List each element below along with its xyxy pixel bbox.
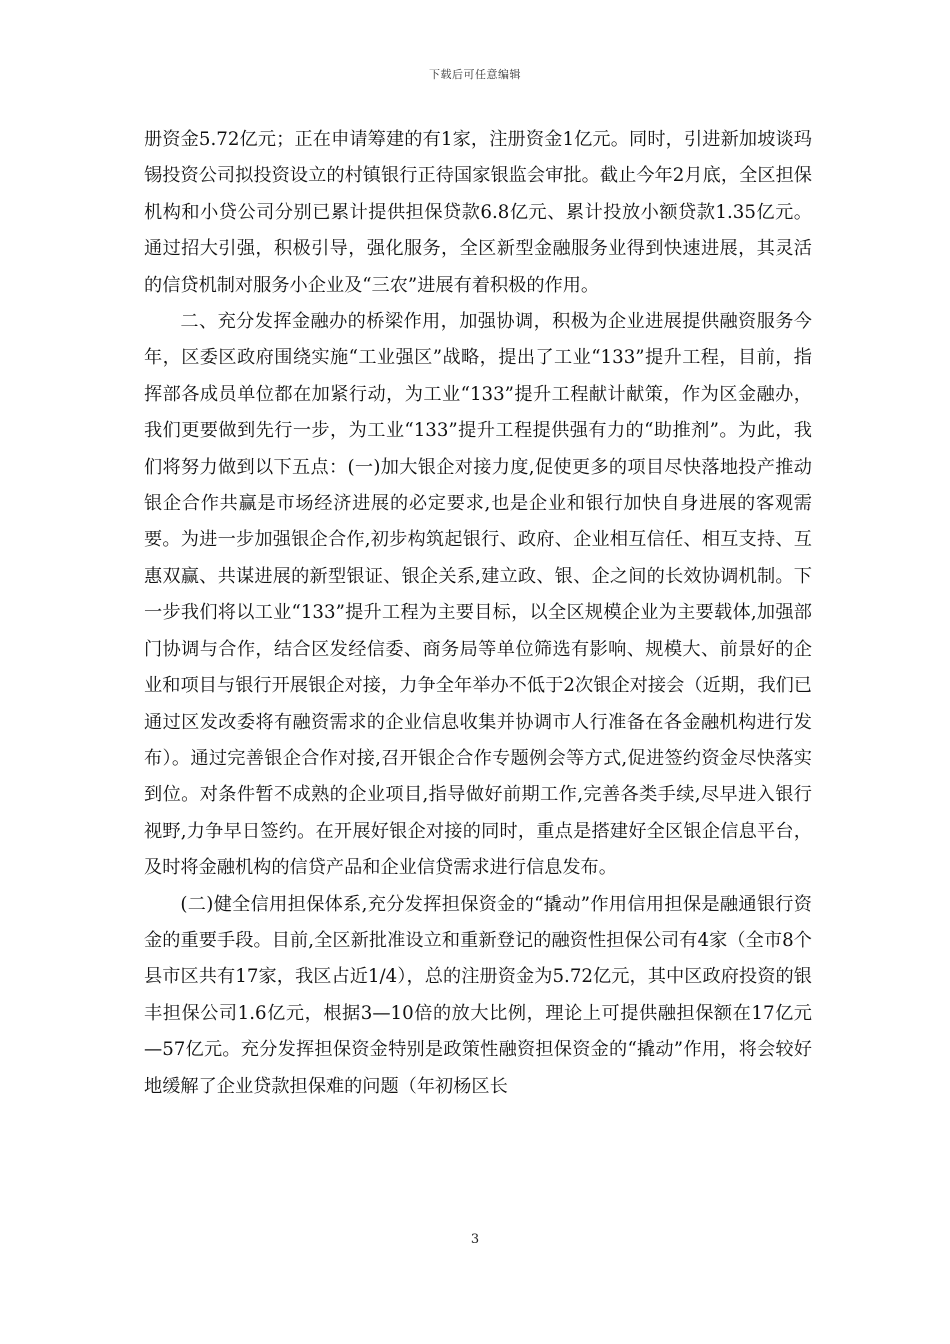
paragraph-2: 二、充分发挥金融办的桥梁作用，加强协调，积极为企业进展提供融资服务今年，区委区政府围绕实施“工业强区”战略，提出了工业“133”提升工程，目前，指挥部各成员单位都在加紧行动，为工业“133”提升工程献计献策，作为区金融办，我们更要做到先行一步，为工业“133”提升工程提供强有力的“助推剂”。为此，我们将努力做到以下五点：(一)加大银企对接力度,促使更多的项目尽快落地投产推动银企合作共赢是市场经济进展的必定要求,也是企业和银行加快自身进展的客观需要。为进一步加强银企合作,初步构筑起银行、政府、企业相互信任、相互支持、互惠双赢、共谋进展的新型银证、银企关系,建立政、银、企之间的长效协调机制。下一步我们将以工业“133”提升工程为主要目标，以全区规模企业为主要载体,加强部门协调与合作，结合区发经信委、商务局等单位筛选有影响、规模大、前景好的企业和项目与银行开展银企对接，力争全年举办不低于2次银企对接会（近期，我们已通过区发改委将有融资需求的企业信息收集并协调市人行准备在各金融机构进行发布）。通过完善银企合作对接,召开银企合作专题例会等方式,促进签约资金尽快落实到位。对条件暂不成熟的企业项目,指导做好前期工作,完善各类手续,尽早进入银行视野,力争早日签约。在开展好银企对接的同时，重点是搭建好全区银企信息平台，及时将金融机构的信贷产品和企业信贷需求进行信息发布。	[144, 311, 812, 879]
page-header: 下载后可任意编辑	[429, 68, 521, 81]
page-number: 3	[470, 1232, 480, 1247]
document-body	[144, 122, 812, 1105]
paragraph-1: 册资金5.72亿元；正在申请筹建的有1家，注册资金1亿元。同时，引进新加坡谈玛锡投资公司拟投资设立的村镇银行正待国家银监会审批。截止今年2月底，全区担保机构和小贷公司分别已累计提供担保贷款6.8亿元、累计投放小额贷款1.35亿元。通过招大引强，积极引导，强化服务，全区新型金融服务业得到快速进展，其灵活的信贷机制对服务小企业及“三农”进展有着积极的作用。	[144, 129, 812, 296]
paragraph-3: (二)健全信用担保体系,充分发挥担保资金的“撬动”作用信用担保是融通银行资金的重要手段。目前,全区新批准设立和重新登记的融资性担保公司有4家（全市8个县市区共有17家，我区占近1/4），总的注册资金为5.72亿元，其中区政府投资的银丰担保公司1.6亿元，根据3—10倍的放大比例，理论上可提供融担保额在17亿元—57亿元。充分发挥担保资金特别是政策性融资担保资金的“撬动”作用，将会较好地缓解了企业贷款担保难的问题（年初杨区长	[144, 893, 812, 1097]
